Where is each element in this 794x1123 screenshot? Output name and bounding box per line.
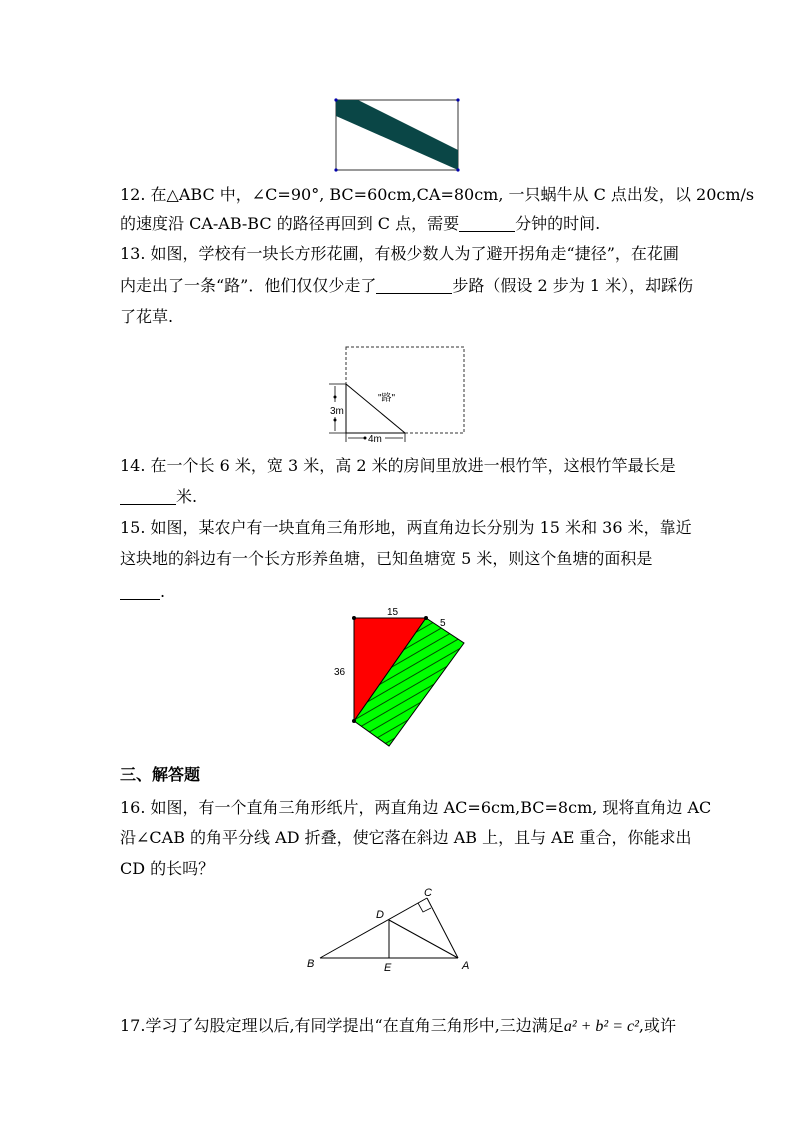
q13-line1: 13. 如图，学校有一块长方形花圃，有极少数人为了避开拐角走“捷径”，在花圃 <box>120 244 679 263</box>
pond-width-label: 5 <box>440 618 446 629</box>
top-side-label: 15 <box>387 607 399 618</box>
q15-line3-tail: . <box>160 582 166 601</box>
answer-blank <box>376 277 452 294</box>
q12-line1: 12. 在△ABC 中，∠C=90°, BC=60cm,CA=80cm, 一只蜗牛从 C 点出发，以 20cm/s <box>120 185 755 204</box>
fish-pond-figure <box>330 604 470 750</box>
diagonal-band <box>336 100 458 170</box>
pythagorean-formula: a² + b² = c² <box>563 1018 639 1035</box>
answer-blank <box>459 215 515 232</box>
folded-triangle-figure <box>300 886 480 976</box>
q16-line1: 16. 如图，有一个直角三角形纸片，两直角边 AC=6cm,BC=8cm, 现将直角边 AC <box>120 798 712 817</box>
right-angle-mark <box>418 903 431 912</box>
q16-line3: CD 的长吗？ <box>120 859 215 878</box>
q12-line2-tail: 分钟的时间. <box>515 214 601 233</box>
q17-line1 <box>120 1015 676 1038</box>
vertex-C: C <box>424 887 432 899</box>
garden-shortcut-figure <box>325 342 470 444</box>
q12-line2 <box>120 213 600 235</box>
q13-line3: 了花草. <box>120 307 174 326</box>
q16-line2: 沿∠CAB 的角平分线 AD 折叠，使它落在斜边 AB 上，且与 AE 重合，你能求出 <box>120 828 692 847</box>
answer-blank <box>120 583 160 600</box>
q15-line3 <box>120 581 165 603</box>
q17-tail: ,或许 <box>638 1016 676 1035</box>
q15-line1: 15. 如图，某农户有一块直角三角形地，两直角边长分别为 15 米和 36 米，靠近 <box>120 518 692 537</box>
answer-blank <box>120 488 176 505</box>
vertex-E: E <box>384 962 392 974</box>
q13-line2 <box>120 275 693 297</box>
q15-line2: 这块地的斜边有一个长方形养鱼塘，已知鱼塘宽 5 米，则这个鱼塘的面积是 <box>120 549 653 568</box>
q12-line2-text: 的速度沿 CA-AB-BC 的路径再回到 C 点，需要 <box>120 214 460 233</box>
left-side-label: 36 <box>334 667 346 678</box>
vertex-D: D <box>376 909 384 921</box>
road-label: "路" <box>378 393 396 404</box>
horizontal-length-label: 4m <box>368 434 382 444</box>
shortcut-path <box>346 384 405 433</box>
vertex-A: A <box>462 960 470 972</box>
q13-line2-text: 内走出了一条“路”．他们仅仅少走了 <box>120 276 377 295</box>
vertex-B: B <box>307 958 315 970</box>
rectangle-band-figure <box>330 94 465 174</box>
q14-line1: 14. 在一个长 6 米，宽 3 米，高 2 米的房间里放进一根竹竿，这根竹竿最长是 <box>120 456 676 475</box>
vertical-length-label: 3m <box>330 406 344 417</box>
q17-text: 17.学习了勾股定理以后,有同学提出“在直角三角形中,三边满足 <box>120 1016 564 1035</box>
section-title: 三、解答题 <box>120 765 201 784</box>
q13-line2-tail: 步路（假设 2 步为 1 米），却踩伤 <box>452 276 694 295</box>
q14-line2 <box>120 486 197 508</box>
q14-line2-tail: 米. <box>176 487 198 506</box>
